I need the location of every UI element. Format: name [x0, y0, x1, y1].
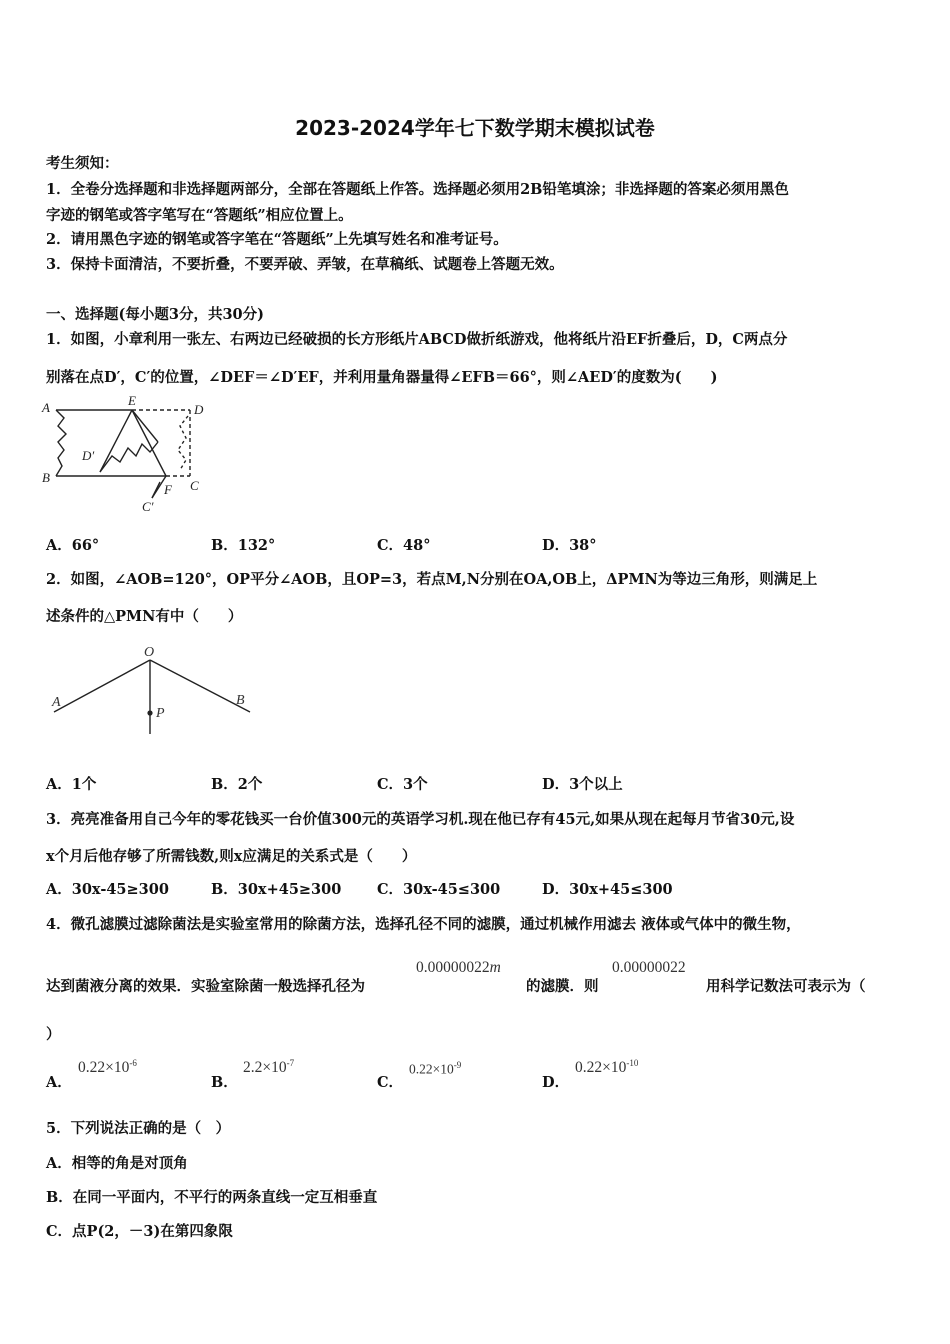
- q1-stem-line1: 1．如图，小章利用一张左、右两边已经破损的长方形纸片ABCD做折纸游戏，他将纸片沿EF折叠后，D，C两点分: [46, 331, 788, 348]
- q3-option-b[interactable]: B．30x+45≥300: [211, 881, 342, 898]
- q1-label-a: A: [42, 400, 50, 415]
- q4-value-1-unit: m: [489, 959, 501, 976]
- q4-option-b-times: ×10: [262, 1059, 287, 1077]
- q5-option-a[interactable]: A．相等的角是对顶角: [46, 1155, 188, 1172]
- section-heading: 一、选择题(每小题3分，共30分): [46, 306, 264, 323]
- q1-option-c[interactable]: C．48°: [377, 537, 431, 554]
- q4-option-d-letter[interactable]: D．: [542, 1074, 570, 1091]
- q2-label-b: B: [236, 693, 245, 708]
- q1-label-f: F: [164, 482, 172, 497]
- notice-item-1-cont: 字迹的钢笔或答字笔写在“答题纸”相应位置上。: [46, 207, 353, 224]
- q1-option-d[interactable]: D．38°: [542, 537, 597, 554]
- q4-option-c-times: ×10: [432, 1061, 454, 1077]
- q4-option-b-exponent: -7: [286, 1058, 295, 1068]
- notice-item-2: 2．请用黑色字迹的钢笔或答字笔在“答题纸”上先填写姓名和准考证号。: [46, 231, 508, 248]
- q2-angle-figure: [44, 640, 264, 740]
- q4-option-b-expr[interactable]: [243, 1058, 294, 1077]
- q4-option-d-times: ×10: [602, 1059, 627, 1077]
- q2-label-o: O: [144, 645, 155, 660]
- q4-stem-line2a: 达到菌液分离的效果．实验室除菌一般选择孔径为: [46, 978, 365, 995]
- q4-option-c-mantissa: 0.22: [409, 1061, 433, 1077]
- q4-value-2: 0.00000022: [612, 959, 686, 976]
- q3-option-c[interactable]: C．30x-45≤300: [377, 881, 501, 898]
- q2-label-a: A: [52, 695, 61, 710]
- notice-item-3: 3．保持卡面清洁，不要折叠，不要弄破、弄皱，在草稿纸、试题卷上答题无效。: [46, 256, 564, 273]
- q4-option-a-times: ×10: [105, 1059, 130, 1077]
- q2-stem-line2: 述条件的△PMN有中（ ）: [46, 608, 243, 625]
- q4-option-c-exponent: -9: [453, 1060, 462, 1070]
- notice-item-1: 1．全卷分选择题和非选择题两部分，全部在答题纸上作答。选择题必须用2B铅笔填涂；非选择题的答案必须用黑色: [46, 181, 789, 198]
- q4-option-b-letter[interactable]: B．: [211, 1074, 238, 1091]
- q2-option-c[interactable]: C．3个: [377, 776, 428, 793]
- q4-option-d-mantissa: 0.22: [575, 1059, 603, 1077]
- q4-value-1-number: 0.00000022: [416, 959, 490, 976]
- q5-stem: 5．下列说法正确的是（ ）: [46, 1120, 231, 1137]
- q3-option-d[interactable]: D．30x+45≤300: [542, 881, 673, 898]
- q4-option-c-expr[interactable]: [409, 1060, 461, 1078]
- q1-label-d-prime: D′: [82, 448, 95, 463]
- q4-option-d-exponent: -10: [626, 1058, 639, 1068]
- q5-option-c[interactable]: C．点P(2，－3)在第四象限: [46, 1223, 233, 1240]
- q1-stem-line2: 别落在点D′，C′的位置，∠DEF＝∠D′EF，并利用量角器量得∠EFB＝66°，则∠AED′的度数为( ): [46, 369, 718, 386]
- q4-option-d-expr[interactable]: [575, 1058, 638, 1077]
- q4-stem-line1: 4．微孔滤膜过滤除菌法是实验室常用的除菌方法，选择孔径不同的滤膜，通过机械作用滤去 液体或气体中的微生物，: [46, 916, 801, 933]
- q1-label-e: E: [128, 394, 136, 408]
- q4-stem-line2c: 用科学记数法可表示为（: [706, 978, 866, 995]
- q4-stem-line3: ）: [46, 1026, 61, 1043]
- q1-option-b[interactable]: B．132°: [211, 537, 276, 554]
- q4-option-a-expr[interactable]: [78, 1058, 137, 1077]
- q3-stem-line1: 3．亮亮准备用自己今年的零花钱买一台价值300元的英语学习机.现在他已存有45元,如果从现在起每月节省30元,设: [46, 811, 795, 828]
- q4-option-a-exponent: -6: [129, 1058, 137, 1068]
- q3-stem-line2: x个月后他存够了所需钱数,则x应满足的关系式是（ ）: [46, 848, 417, 865]
- q4-value-1: [416, 959, 501, 977]
- q1-label-c: C: [190, 478, 199, 493]
- q1-label-d: D: [194, 402, 204, 417]
- q2-label-p: P: [156, 706, 165, 721]
- q4-option-a-letter[interactable]: A．: [46, 1074, 72, 1091]
- q4-option-a-mantissa: 0.22: [78, 1059, 106, 1077]
- q2-stem-line1: 2．如图，∠AOB=120°，OP平分∠AOB，且OP=3，若点M,N分别在OA,OB上，ΔPMN为等边三角形，则满足上: [46, 571, 818, 588]
- q4-stem-line2b: 的滤膜．则: [526, 978, 599, 995]
- q4-option-b-mantissa: 2.2: [243, 1059, 263, 1077]
- notice-heading: 考生须知：: [46, 155, 119, 172]
- q4-option-c-letter[interactable]: C．: [377, 1074, 404, 1091]
- q1-option-a[interactable]: A．66°: [46, 537, 100, 554]
- q2-option-b[interactable]: B．2个: [211, 776, 263, 793]
- q5-option-b[interactable]: B．在同一平面内，不平行的两条直线一定互相垂直: [46, 1189, 378, 1206]
- q1-label-b: B: [42, 470, 50, 485]
- q2-option-a[interactable]: A．1个: [46, 776, 97, 793]
- exam-title: 2023-2024学年七下数学期末模拟试卷: [295, 116, 655, 140]
- q1-folding-figure: [40, 394, 220, 516]
- q2-option-d[interactable]: D．3个以上: [542, 776, 623, 793]
- q1-label-c-prime: C′: [142, 499, 154, 514]
- q3-option-a[interactable]: A．30x-45≥300: [46, 881, 169, 898]
